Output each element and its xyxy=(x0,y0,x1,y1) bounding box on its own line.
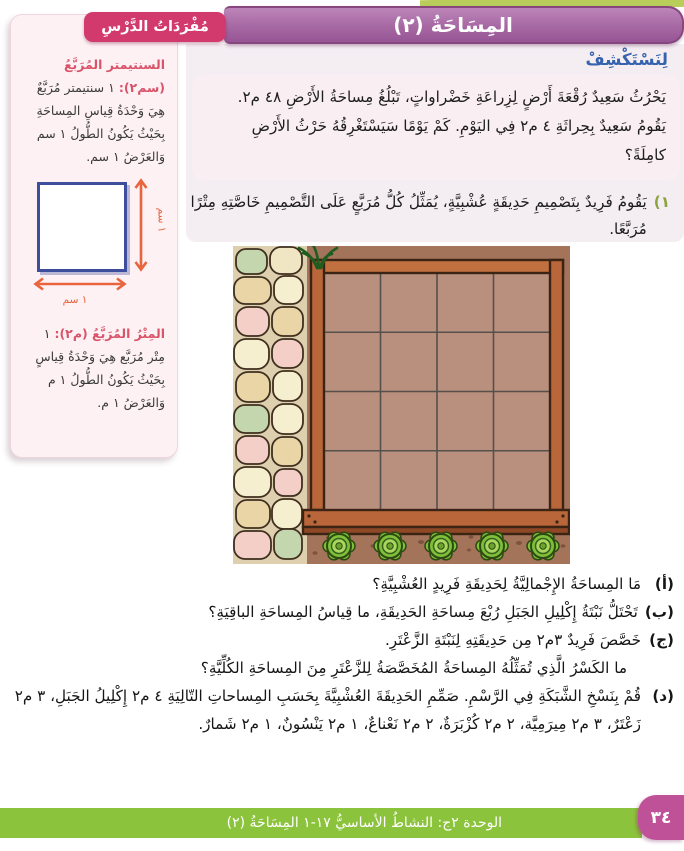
height-arrow-label: ١ سم xyxy=(155,207,168,233)
footer-bar xyxy=(0,808,642,838)
question-text-line2: ما الكَسْرُ الَّذِي تُمَثِّلُهُ المِساحَةُ المُخَصَّصَةُ لِلزَّعْتَرِ مِنَ المِساحَةِ الكُلِّيَّةِ؟ xyxy=(200,659,627,677)
unit-square xyxy=(37,182,127,272)
garden-illustration xyxy=(233,246,570,564)
lettuce-icon xyxy=(527,532,559,560)
question-d xyxy=(14,682,674,738)
width-arrow-icon xyxy=(33,276,127,292)
vocab-definition: ١ مِتْر مُرَبَّع هِيَ وَحْدَةُ قِياسٍ بِحَيْثُ يَكُونُ الطُّولُ ١ م وَالعَرْضُ ١ م. xyxy=(35,326,165,410)
vocab-entry-square-centimeter xyxy=(23,53,165,168)
width-arrow-label: ١ سم xyxy=(62,294,88,306)
question-a xyxy=(14,570,674,598)
page-number-badge: ٣٤ xyxy=(638,795,684,840)
explore-panel xyxy=(186,44,684,242)
question-c xyxy=(14,626,674,682)
question-marker: (ب) xyxy=(644,603,674,621)
question-text-line1: خَصَّصَ فَرِيدٌ ٣م٢ مِن حَدِيقَتِهِ لِنَبْتَةِ الزَّعْتَرِ. xyxy=(384,631,641,649)
lettuce-icon xyxy=(374,532,406,560)
page-title: المِسَاحَةُ (٢) xyxy=(393,13,513,37)
lettuce-icon xyxy=(476,532,508,560)
stone-wall xyxy=(233,246,307,564)
word-problem: يَحْرُثُ سَعِيدٌ رُقْعَةَ أَرْضٍ لِزِراعَةِ خَضْراواتٍ، تَبْلُغُ مِساحَةُ الأَرْضِ ٤٨ م٢. يَقُومُ سَعِيدٌ بِحِراثَةِ ٤ م٢ فِي اليَوْمِ. كَمْ يَوْمًا سَيَسْتَغْرِقُهُ حَرْثُ الأَرْضِ كامِلَةً؟ xyxy=(192,75,680,180)
questions-list xyxy=(14,570,674,738)
vocab-term: المِتْرُ المُرَبَّعُ (م٢): xyxy=(54,326,165,341)
item-number: ١) xyxy=(653,193,670,211)
question-marker: (ج) xyxy=(649,631,674,649)
question-marker: (أ) xyxy=(654,575,674,593)
question-text: قُمْ بِنَسْخِ الشَّبَكَةِ فِي الرَّسْمِ. صَمِّمِ الحَدِيقَةَ العُشْبِيَّةَ بِحَسَبِ المِساحاتِ التّالِيَةِ ٤ م٢ إِكْلِيلُ الجَبَلِ، ٣ م٢ زَعْتَرٌ، ٣ م٢ مِيرَمِيَّة، ٢ م٢ كُزْبَرَةٌ، ٢ م٢ نَعْناعٌ، ١ م٢ يَنْسُونٌ، ١ م٢ شَمارٌ. xyxy=(14,687,641,733)
unit-square-diagram xyxy=(21,176,167,318)
question-b xyxy=(14,598,674,626)
footer-text: الوحدة ٢ج: النشاطُ الأساسيُّ ١٧-١ المِسَاحَةُ (٢) xyxy=(226,815,502,831)
question-text xyxy=(14,626,641,682)
page-header xyxy=(224,6,684,44)
lettuce-icon xyxy=(425,532,457,560)
vocab-term: السنتيمتر المُرَبَّعُ (سم٢): xyxy=(64,57,165,95)
question-text: مَا المِساحَةُ الإِجْمالِيَّةُ لِحَدِيقَةِ فَرِيدٍ العُشْبِيَّةِ؟ xyxy=(372,575,641,593)
vocab-entry-square-meter xyxy=(23,322,165,414)
exercise-item-1 xyxy=(186,189,670,243)
question-marker: (د) xyxy=(652,687,674,705)
question-text: تَحْتَلُّ نَبْتَةُ إِكْلِيلِ الجَبَلِ رُبْعَ مِساحَةِ الحَدِيقَةِ، ما قِياسُ المِساحَةِ الباقِيَةِ؟ xyxy=(208,603,638,621)
lettuce-icon xyxy=(323,532,355,560)
height-arrow-icon xyxy=(133,178,149,272)
explore-heading: لِنَسْتَكْشِفْ xyxy=(585,50,668,69)
vocab-title-badge: مُفْرَدَاتُ الدَّرْسِ xyxy=(84,12,226,42)
vocabulary-sidebar xyxy=(10,14,178,458)
vocab-definition: ١ سنتيمتر مُرَبَّعٌ هِيَ وَحْدَةُ قِياسِ المِساحَةِ بِحَيْثُ يَكُونُ الطُّولُ ١ سم وَالعَرْضُ ١ سم. xyxy=(36,80,165,164)
item-text: يَقُومُ فَرِيدٌ بِتَصْمِيمِ حَدِيقَةٍ عُشْبِيَّةٍ، يُمَثِّلُ كُلُّ مُرَبَّعٍ عَلَى التَّصْمِيمِ خَاصَّتِهِ مِتْرًا مُرَبَّعًا. xyxy=(190,193,647,238)
